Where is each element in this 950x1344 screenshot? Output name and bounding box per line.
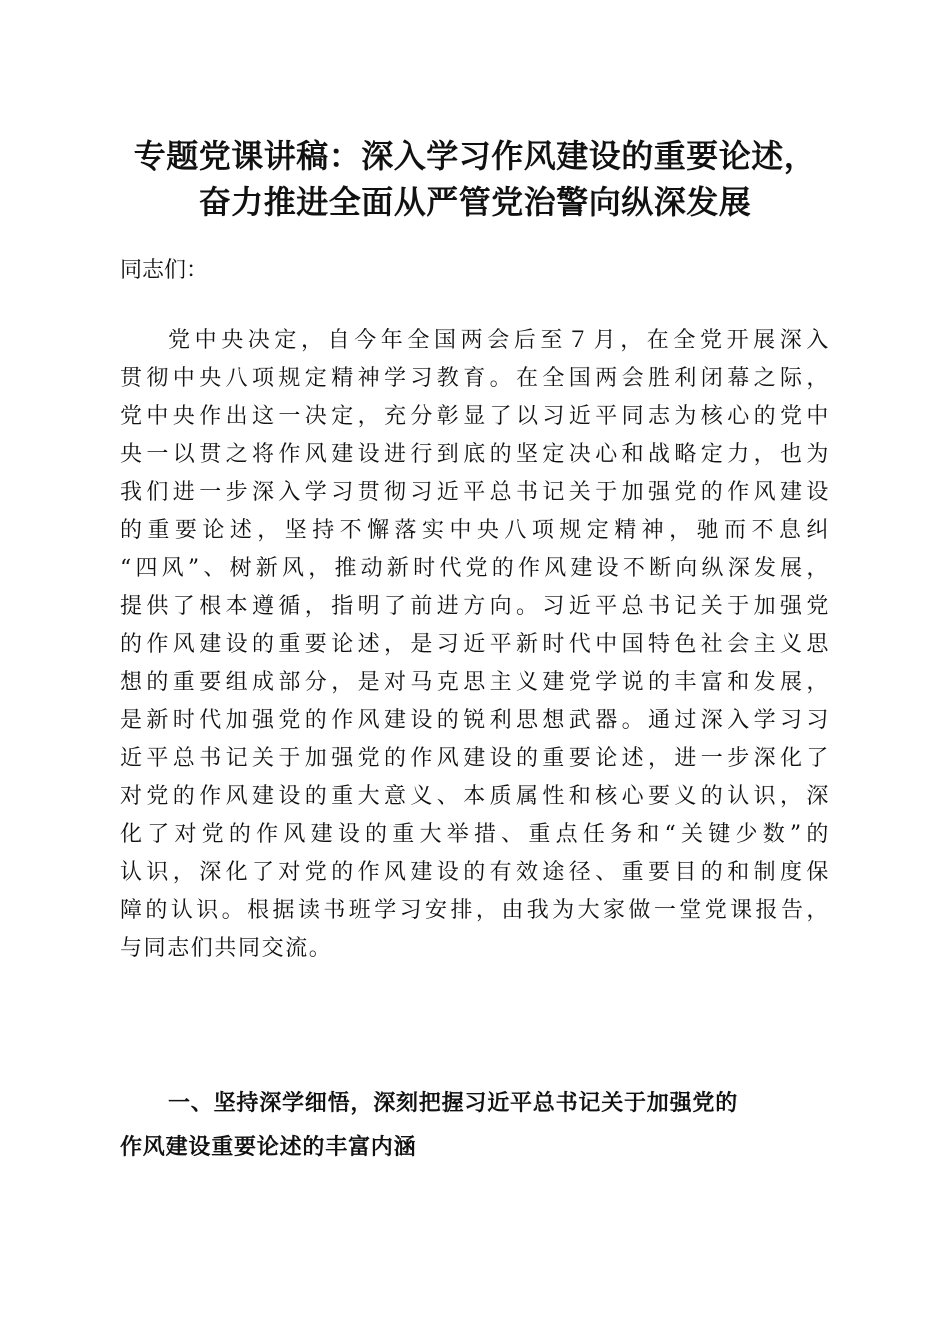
body-line: 是新时代加强党的作风建设的锐利思想武器。通过深入学习习 <box>120 708 830 733</box>
body-line: “四风”、树新风，推动新时代党的作风建设不断向纵深发展， <box>120 556 830 581</box>
document-title-line-1: 专题党课讲稿：深入学习作风建设的重要论述， <box>133 137 817 175</box>
greeting: 同志们： <box>120 258 209 283</box>
body-line: 障的认识。根据读书班学习安排，由我为大家做一堂党课报告， <box>120 898 830 923</box>
body-line: 党中央作出这一决定，充分彰显了以习近平同志为核心的党中 <box>120 404 830 429</box>
body-line: 的作风建设的重要论述，是习近平新时代中国特色社会主义思 <box>120 632 830 657</box>
body-line: 党中央决定，自今年全国两会后至７月，在全党开展深入 <box>168 328 830 353</box>
body-paragraph <box>120 322 830 968</box>
document-title-line-2: 奋力推进全面从严管党治警向纵深发展 <box>198 183 752 221</box>
body-line: 与同志们共同交流。 <box>120 936 333 961</box>
section-heading-line-1: 一、坚持深学细悟，深刻把握习近平总书记关于加强党的 <box>168 1091 739 1116</box>
body-line: 认识，深化了对党的作风建设的有效途径、重要目的和制度保 <box>120 860 830 885</box>
body-line: 提供了根本遵循，指明了前进方向。习近平总书记关于加强党 <box>120 594 830 619</box>
section-heading-line-2: 作风建设重要论述的丰富内涵 <box>120 1135 417 1160</box>
body-line: 贯彻中央八项规定精神学习教育。在全国两会胜利闭幕之际， <box>120 366 830 391</box>
body-line: 想的重要组成部分，是对马克思主义建党学说的丰富和发展， <box>120 670 830 695</box>
section-heading <box>120 1082 830 1170</box>
body-line: 我们进一步深入学习贯彻习近平总书记关于加强党的作风建设 <box>120 480 830 505</box>
body-line: 近平总书记关于加强党的作风建设的重要论述，进一步深化了 <box>120 746 830 771</box>
body-line: 化了对党的作风建设的重大举措、重点任务和“关键少数”的 <box>120 822 830 847</box>
body-line: 央一以贯之将作风建设进行到底的坚定决心和战略定力，也为 <box>120 442 830 467</box>
body-line: 的重要论述，坚持不懈落实中央八项规定精神，驰而不息纠 <box>120 518 830 543</box>
body-line: 对党的作风建设的重大意义、本质属性和核心要义的认识，深 <box>120 784 830 809</box>
